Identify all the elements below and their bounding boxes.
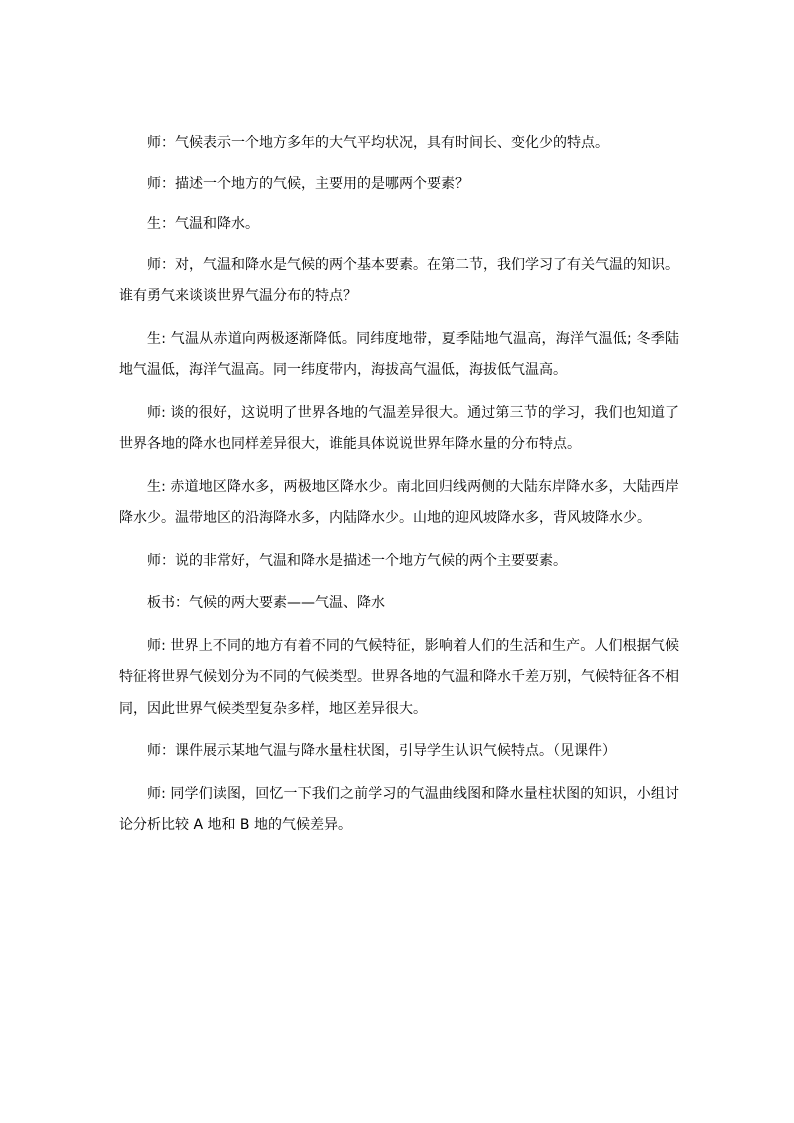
paragraph-blackboard-note: 板书：气候的两大要素——气温、降水 bbox=[147, 595, 385, 611]
paragraph-teacher-summary: 师：说的非常好，气温和降水是描述一个地方气候的两个主要要素。 bbox=[147, 552, 567, 569]
paragraph-student-answer-elements: 生：气温和降水。 bbox=[147, 216, 259, 232]
paragraph-student-temperature-answer: 生: 气温从赤道向两极逐渐降低。同纬度地带，夏季陆地气温高，海洋气温低; 冬季陆地气温低，海洋气温高。同一纬度带内，海拔高气温低，海拔低气温高。 bbox=[119, 330, 679, 378]
document-body bbox=[119, 128, 679, 842]
paragraph-teacher-courseware: 师：课件展示某地气温与降水量柱状图，引导学生认识气候特点。（见课件） bbox=[147, 743, 616, 759]
paragraph-teacher-climate-definition: 师：气候表示一个地方多年的大气平均状况，具有时间长、变化少的特点。 bbox=[147, 135, 609, 151]
paragraph-teacher-group-discussion: 师: 同学们读图，回忆一下我们之前学习的气温曲线图和降水量柱状图的知识，小组讨论分析比较 A 地和 B 地的气候差异。 bbox=[119, 785, 679, 833]
paragraph-teacher-precipitation-question: 师: 谈的很好，这说明了世界各地的气温差异很大。通过第三节的学习，我们也知道了世界各地的降水也同样差异很大，谁能具体说说世界年降水量的分布特点。 bbox=[119, 404, 679, 452]
paragraph-teacher-question-elements: 师：描述一个地方的气候，主要用的是哪两个要素？ bbox=[147, 175, 469, 192]
paragraph-teacher-climate-types: 师: 世界上不同的地方有着不同的气候特征，影响着人们的生活和生产。人们根据气候特征将世界气候划分为不同的气候类型。世界各地的气温和降水千差万别，气候特征各不相同，因此世界气候类型复杂多样，地区差异很大。 bbox=[119, 637, 679, 717]
paragraph-student-precipitation-answer: 生: 赤道地区降水多，两极地区降水少。南北回归线两侧的大陆东岸降水多，大陆西岸降水少。温带地区的沿海降水多，内陆降水少。山地的迎风坡降水多，背风坡降水少。 bbox=[119, 478, 679, 526]
paragraph-teacher-temperature-question: 师：对，气温和降水是气候的两个基本要素。在第二节，我们学习了有关气温的知识。谁有勇气来谈谈世界气温分布的特点？ bbox=[119, 256, 679, 304]
